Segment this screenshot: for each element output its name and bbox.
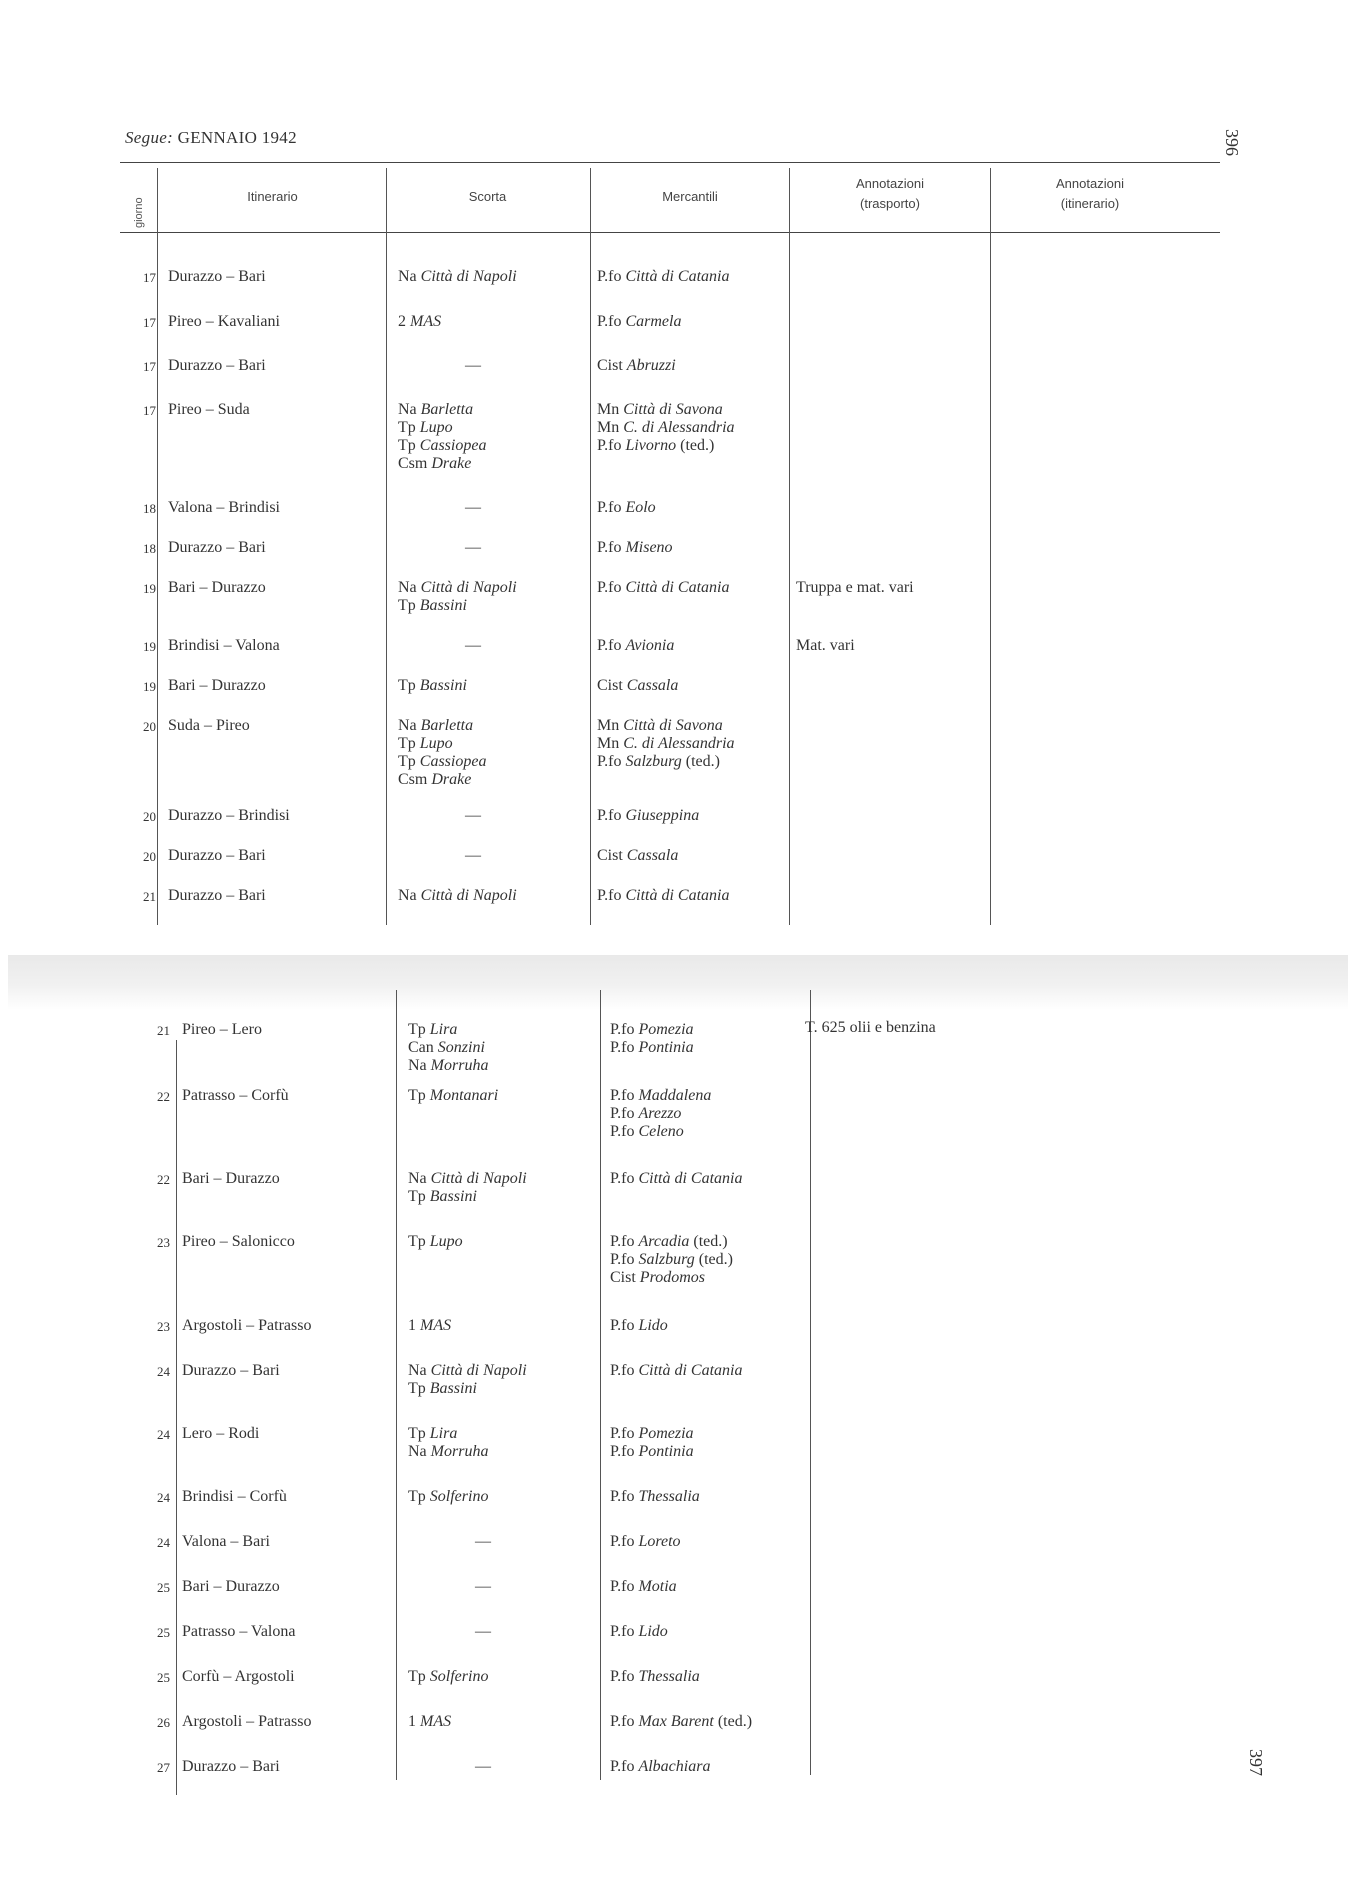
escort-ship: Tp Bassini [398,597,467,614]
merchant-cell [597,807,699,825]
route: Brindisi – Corfù [182,1488,287,1505]
escort-cell [408,1758,558,1776]
merchant-ship: Mn Città di Savona [597,717,723,734]
escort-cell [408,1668,488,1686]
route: Bari – Durazzo [168,677,266,694]
day-number: 25 [157,1625,170,1640]
escort-cell [398,637,548,655]
vrule [157,168,158,925]
merchant-ship: P.fo Città di Catania [597,579,730,596]
escort-cell [398,807,548,825]
escort-ship: Na Città di Napoli [408,1362,527,1379]
merchant-cell [610,1087,711,1141]
route: Durazzo – Bari [182,1758,280,1775]
route: Durazzo – Brindisi [168,807,290,824]
merchant-cell [597,268,729,286]
escort-ship: Tp Lira [408,1021,458,1038]
merchant-cell [597,539,673,557]
day-number: 24 [157,1364,170,1379]
escort-ship: Na Città di Napoli [398,268,517,285]
day-number: 19 [143,679,156,694]
day-number: 22 [157,1089,170,1104]
escort-ship: Can Sonzini [408,1039,485,1056]
merchant-cell [610,1170,742,1188]
escort-ship: Tp Solferino [408,1668,489,1685]
escort-ship: Tp Bassini [408,1380,477,1397]
escort-cell [398,887,517,905]
vrule [386,168,387,925]
escort-cell [408,1578,558,1596]
escort-cell [398,539,548,557]
merchant-ship: P.fo Lido [610,1623,668,1640]
escort-cell [408,1488,488,1506]
escort-cell [398,579,517,615]
merchant-ship: P.fo Eolo [597,499,656,516]
day-number: 19 [143,639,156,654]
merchant-ship: P.fo Avionia [597,637,675,654]
vrule [396,990,397,1780]
escort-ship: — [475,1758,491,1775]
escort-ship: 1 MAS [408,1317,452,1334]
escort-cell [408,1533,558,1551]
segue-label: Segue: [125,128,174,147]
day-number: 26 [157,1715,170,1730]
escort-cell [398,313,441,331]
escort-cell [408,1021,488,1075]
merchant-cell [597,401,735,455]
escort-ship: Tp Lupo [398,419,453,436]
merchant-cell [610,1488,700,1506]
vrule [600,990,601,1780]
day-number: 18 [143,501,156,516]
route: Corfù – Argostoli [182,1668,295,1685]
escort-ship: Na Morruha [408,1443,489,1460]
route: Pireo – Salonicco [182,1233,295,1250]
vrule [176,1040,177,1795]
day-number: 17 [143,403,156,418]
route: Valona – Bari [182,1533,270,1550]
route: Patrasso – Corfù [182,1087,289,1104]
page-header [125,128,297,148]
merchant-cell [610,1362,742,1380]
merchant-ship: P.fo Arezzo [610,1105,682,1122]
merchant-ship: Cist Prodomos [610,1269,705,1286]
escort-ship: Na Città di Napoli [408,1170,527,1187]
merchant-ship: Mn C. di Alessandria [597,419,735,436]
merchant-ship: P.fo Pontinia [610,1443,694,1460]
escort-cell [408,1087,498,1105]
day-number: 17 [143,315,156,330]
escort-ship: Na Barletta [398,401,474,418]
merchant-ship: Mn C. di Alessandria [597,735,735,752]
merchant-cell [610,1758,710,1776]
merchant-cell [610,1425,694,1461]
escort-ship: — [475,1533,491,1550]
escort-cell [408,1317,451,1335]
merchant-ship: P.fo Lido [610,1317,668,1334]
day-number: 17 [143,359,156,374]
merchant-cell [597,717,735,771]
merchant-ship: P.fo Loreto [610,1533,681,1550]
day-number: 25 [157,1580,170,1595]
escort-ship: Na Barletta [398,717,474,734]
merchant-ship: P.fo Pontinia [610,1039,694,1056]
escort-ship: 2 MAS [398,313,442,330]
route: Durazzo – Bari [168,357,266,374]
escort-ship: Tp Solferino [408,1488,489,1505]
col-scorta: Scorta [468,189,507,204]
merchant-ship: P.fo Città di Catania [610,1362,743,1379]
merchant-ship: P.fo Città di Catania [597,268,730,285]
page-number-top: 396 [1222,129,1242,156]
month-year: GENNAIO 1942 [177,128,297,147]
merchant-ship: P.fo Thessalia [610,1488,700,1505]
escort-cell [408,1362,527,1398]
day-number: 20 [143,719,156,734]
day-number: 23 [157,1235,170,1250]
vrule [590,168,591,925]
col-annot-trasporto: Annotazioni (trasporto) [856,176,924,211]
col-giorno: giorno [133,197,145,228]
day-number: 21 [143,889,156,904]
merchant-ship: Cist Cassala [597,677,679,694]
route: Pireo – Suda [168,401,250,418]
day-number: 24 [157,1490,170,1505]
route: Durazzo – Bari [168,268,266,285]
merchant-ship: P.fo Città di Catania [610,1170,743,1187]
merchant-cell [610,1578,677,1596]
col-mercantili: Mercantili [662,189,718,204]
route: Argostoli – Patrasso [182,1317,312,1334]
escort-cell [398,401,486,473]
merchant-ship: P.fo Pomezia [610,1425,694,1442]
escort-ship: — [465,637,481,654]
scan-seam [8,955,1348,1010]
escort-ship: Csm Drake [398,455,472,472]
escort-ship: Tp Montanari [408,1087,499,1104]
col-annot-itinerario: Annotazioni (itinerario) [1056,176,1124,211]
merchant-cell [597,579,729,597]
day-number: 27 [157,1760,170,1775]
day-number: 21 [157,1023,170,1038]
escort-ship: Tp Lira [408,1425,458,1442]
escort-ship: Na Morruha [408,1057,489,1074]
route: Durazzo – Bari [168,847,266,864]
day-number: 20 [143,849,156,864]
escort-ship: — [475,1578,491,1595]
escort-ship: Na Città di Napoli [398,579,517,596]
escort-ship: Tp Cassiopea [398,753,487,770]
merchant-ship: P.fo Arcadia (ted.) [610,1233,728,1250]
escort-ship: Csm Drake [398,771,472,788]
day-number: 19 [143,581,156,596]
vrule [810,990,811,1775]
route: Bari – Durazzo [168,579,266,596]
page-number-bottom: 397 [1246,1749,1266,1776]
escort-ship: Tp Lupo [408,1233,463,1250]
escort-cell [398,268,517,286]
merchant-ship: P.fo Albachiara [610,1758,711,1775]
merchant-ship: P.fo Salzburg (ted.) [610,1251,733,1268]
merchant-ship: P.fo Carmela [597,313,682,330]
merchant-ship: P.fo Celeno [610,1123,684,1140]
route: Patrasso – Valona [182,1623,296,1640]
header-bottom-rule [120,232,1220,233]
escort-ship: Tp Cassiopea [398,437,487,454]
day-number: 18 [143,541,156,556]
merchant-cell [597,637,674,655]
merchant-cell [597,357,676,375]
day-number: 17 [143,270,156,285]
route: Argostoli – Patrasso [182,1713,312,1730]
escort-cell [408,1623,558,1641]
transport-note: Mat. vari [796,637,855,654]
vrule [789,168,790,925]
merchant-cell [610,1533,681,1551]
col-itinerario: Itinerario [247,189,298,204]
merchant-cell [597,677,678,695]
escort-ship: Tp Lupo [398,735,453,752]
merchant-ship: P.fo Giuseppina [597,807,700,824]
escort-ship: — [475,1623,491,1640]
vrule [990,168,991,925]
merchant-cell [597,887,729,905]
day-number: 25 [157,1670,170,1685]
merchant-cell [610,1623,668,1641]
transport-note: Truppa e mat. vari [796,579,914,596]
escort-ship: — [465,539,481,556]
day-number: 24 [157,1427,170,1442]
escort-cell [408,1425,488,1461]
route: Durazzo – Bari [182,1362,280,1379]
merchant-ship: P.fo Pomezia [610,1021,694,1038]
escort-ship: Tp Bassini [398,677,467,694]
merchant-ship: P.fo Salzburg (ted.) [597,753,720,770]
escort-ship: 1 MAS [408,1713,452,1730]
merchant-cell [597,847,678,865]
merchant-ship: P.fo Maddalena [610,1087,712,1104]
route: Valona – Brindisi [168,499,280,516]
escort-ship: — [465,357,481,374]
escort-cell [408,1170,527,1206]
route: Durazzo – Bari [168,887,266,904]
merchant-ship: P.fo Città di Catania [597,887,730,904]
header-top-rule [120,162,1220,163]
route: Suda – Pireo [168,717,250,734]
route: Bari – Durazzo [182,1578,280,1595]
escort-ship: Tp Bassini [408,1188,477,1205]
day-number: 23 [157,1319,170,1334]
route: Pireo – Kavaliani [168,313,280,330]
merchant-ship: Cist Abruzzi [597,357,676,374]
escort-ship: — [465,499,481,516]
merchant-cell [597,499,656,517]
transport-note: T. 625 olii e benzina [805,1019,936,1036]
escort-cell [398,357,548,375]
merchant-cell [597,313,681,331]
merchant-cell [610,1668,700,1686]
merchant-cell [610,1233,733,1287]
escort-cell [398,499,548,517]
merchant-ship: P.fo Motia [610,1578,677,1595]
escort-ship: — [465,807,481,824]
merchant-ship: P.fo Thessalia [610,1668,700,1685]
merchant-cell [610,1021,694,1057]
route: Bari – Durazzo [182,1170,280,1187]
route: Pireo – Lero [182,1021,262,1038]
escort-cell [398,677,467,695]
day-number: 20 [143,809,156,824]
escort-cell [408,1713,451,1731]
route: Brindisi – Valona [168,637,280,654]
escort-ship: Na Città di Napoli [398,887,517,904]
escort-cell [398,847,548,865]
merchant-ship: Cist Cassala [597,847,679,864]
escort-ship: — [465,847,481,864]
merchant-ship: P.fo Max Barent (ted.) [610,1713,753,1730]
merchant-ship: P.fo Livorno (ted.) [597,437,715,454]
day-number: 24 [157,1535,170,1550]
day-number: 22 [157,1172,170,1187]
merchant-ship: Mn Città di Savona [597,401,723,418]
merchant-cell [610,1317,668,1335]
escort-cell [408,1233,463,1251]
merchant-ship: P.fo Miseno [597,539,673,556]
merchant-cell [610,1713,752,1731]
escort-cell [398,717,486,789]
route: Durazzo – Bari [168,539,266,556]
route: Lero – Rodi [182,1425,260,1442]
